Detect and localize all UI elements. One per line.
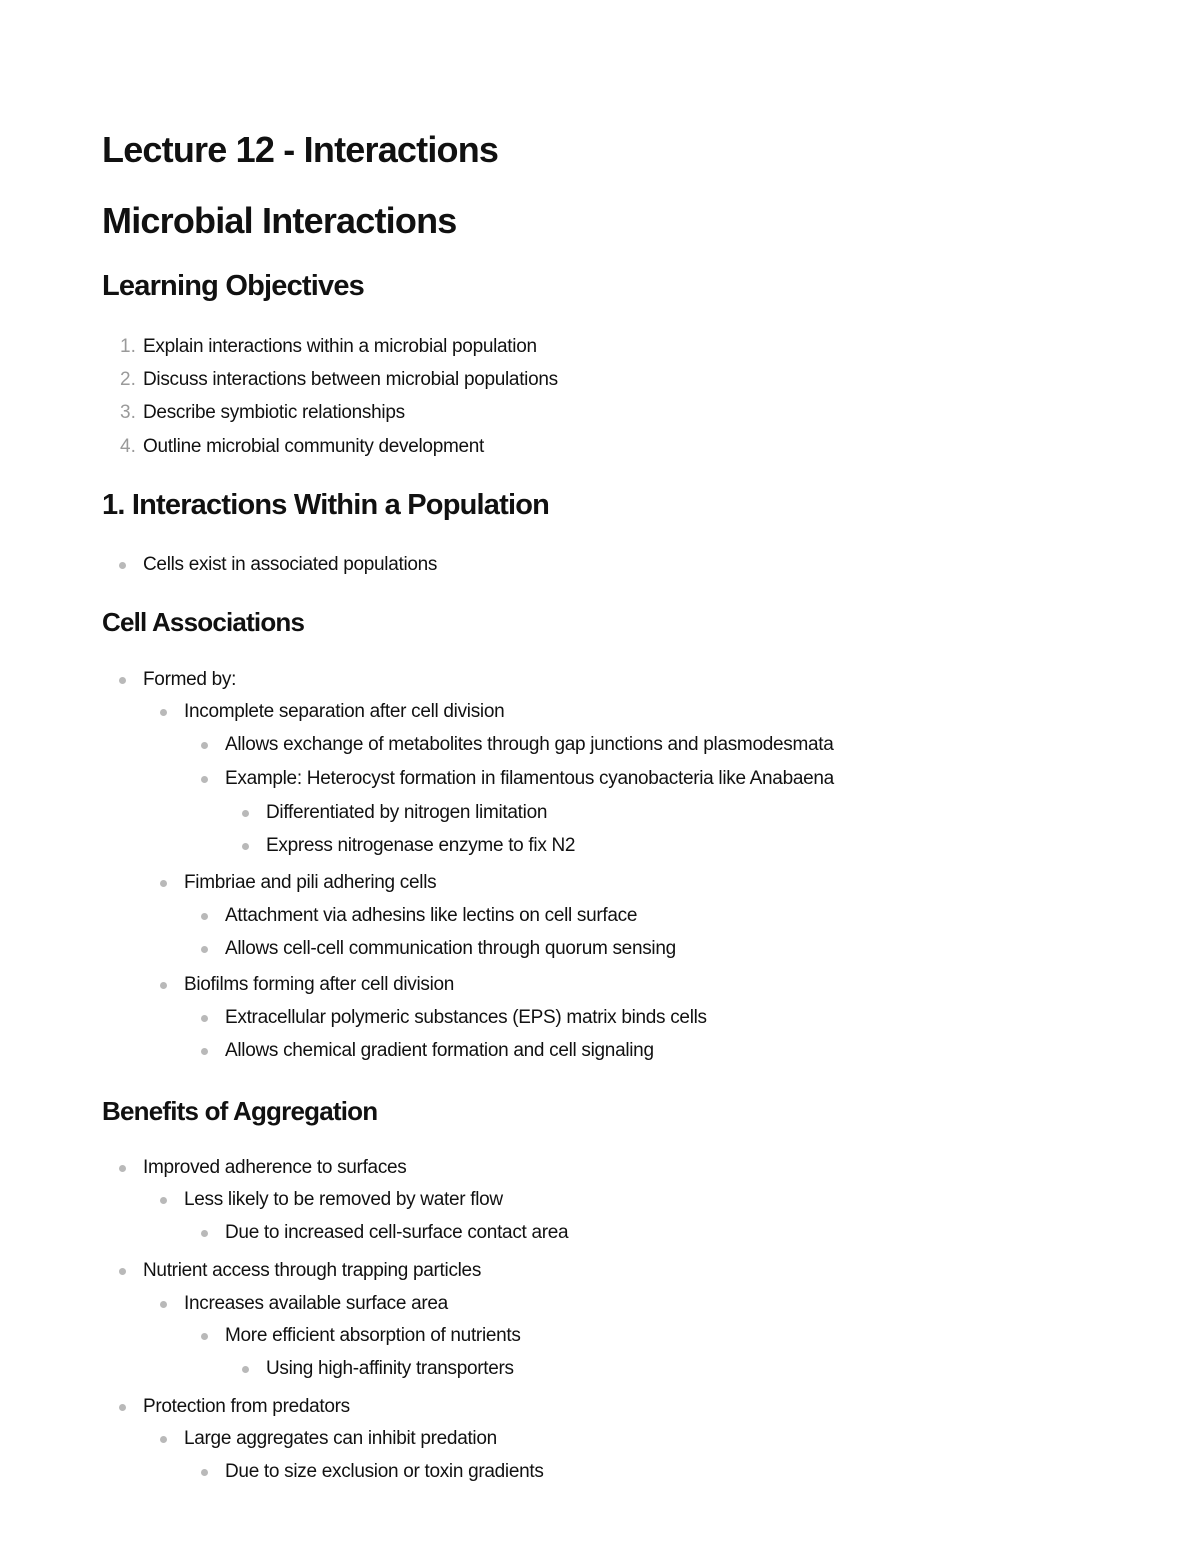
- objective-item: Explain interactions within a microbial population: [143, 336, 537, 357]
- bullet-dot: [201, 742, 208, 749]
- list-item: Large aggregates can inhibit predation: [184, 1428, 497, 1449]
- bullet-dot: [201, 1015, 208, 1022]
- bullet-dot: [201, 1469, 208, 1476]
- list-item: Differentiated by nitrogen limitation: [266, 802, 548, 823]
- objective-item: Discuss interactions between microbial populations: [143, 369, 558, 390]
- list-item: Protection from predators: [143, 1396, 350, 1417]
- list-item: Extracellular polymeric substances (EPS) matrix binds cells: [225, 1007, 707, 1028]
- list-item: Example: Heterocyst formation in filamentous cyanobacteria like Anabaena: [225, 768, 834, 789]
- bullet-dot: [201, 1230, 208, 1237]
- objective-number: 1.: [120, 336, 136, 357]
- objective-number: 4.: [120, 436, 136, 457]
- bullet-dot: [242, 843, 249, 850]
- bullet-dot: [201, 1333, 208, 1340]
- bullet-dot: [201, 913, 208, 920]
- list-item: Express nitrogenase enzyme to fix N2: [266, 835, 576, 856]
- list-item: Allows exchange of metabolites through gap junctions and plasmodesmata: [225, 734, 834, 755]
- objective-number: 3.: [120, 402, 136, 423]
- bullet-dot: [242, 1366, 249, 1373]
- objective-number: 2.: [120, 369, 136, 390]
- bullet-dot: [119, 1268, 126, 1275]
- bullet-dot: [119, 1404, 126, 1411]
- list-item: Improved adherence to surfaces: [143, 1157, 407, 1178]
- section-heading-interactions: 1. Interactions Within a Population: [102, 489, 550, 521]
- bullet-dot: [201, 946, 208, 953]
- list-item: Formed by:: [143, 669, 237, 690]
- bullet-dot: [119, 1165, 126, 1172]
- list-item: Incomplete separation after cell division: [184, 701, 505, 722]
- topic-title: Microbial Interactions: [102, 200, 457, 241]
- list-item: Biofilms forming after cell division: [184, 974, 455, 995]
- list-item: Attachment via adhesins like lectins on cell surface: [225, 905, 638, 926]
- list-item: Allows cell-cell communication through quorum sensing: [225, 938, 676, 959]
- bullet-dot: [201, 776, 208, 783]
- objective-item: Outline microbial community development: [143, 436, 485, 457]
- list-item: Cells exist in associated populations: [143, 554, 438, 575]
- list-item: Due to increased cell-surface contact area: [225, 1222, 569, 1243]
- bullet-dot: [160, 1197, 167, 1204]
- bullet-dot: [119, 677, 126, 684]
- list-item: Fimbriae and pili adhering cells: [184, 872, 437, 893]
- bullet-dot: [160, 709, 167, 716]
- objectives-heading: Learning Objectives: [102, 270, 364, 302]
- list-item: More efficient absorption of nutrients: [225, 1325, 521, 1346]
- bullet-dot: [160, 1301, 167, 1308]
- cell-associations-heading: Cell Associations: [102, 607, 305, 637]
- bullet-dot: [201, 1048, 208, 1055]
- bullet-dot: [160, 982, 167, 989]
- list-item: Increases available surface area: [184, 1293, 448, 1314]
- objective-item: Describe symbiotic relationships: [143, 402, 405, 423]
- bullet-dot: [160, 1436, 167, 1443]
- bullet-dot: [119, 562, 126, 569]
- benefits-heading: Benefits of Aggregation: [102, 1096, 378, 1126]
- list-item: Due to size exclusion or toxin gradients: [225, 1461, 544, 1482]
- lecture-title: Lecture 12 - Interactions: [102, 129, 499, 170]
- list-item: Using high-affinity transporters: [266, 1358, 514, 1379]
- list-item: Less likely to be removed by water flow: [184, 1189, 503, 1210]
- bullet-dot: [242, 810, 249, 817]
- list-item: Nutrient access through trapping particles: [143, 1260, 482, 1281]
- bullet-dot: [160, 880, 167, 887]
- list-item: Allows chemical gradient formation and cell signaling: [225, 1040, 654, 1061]
